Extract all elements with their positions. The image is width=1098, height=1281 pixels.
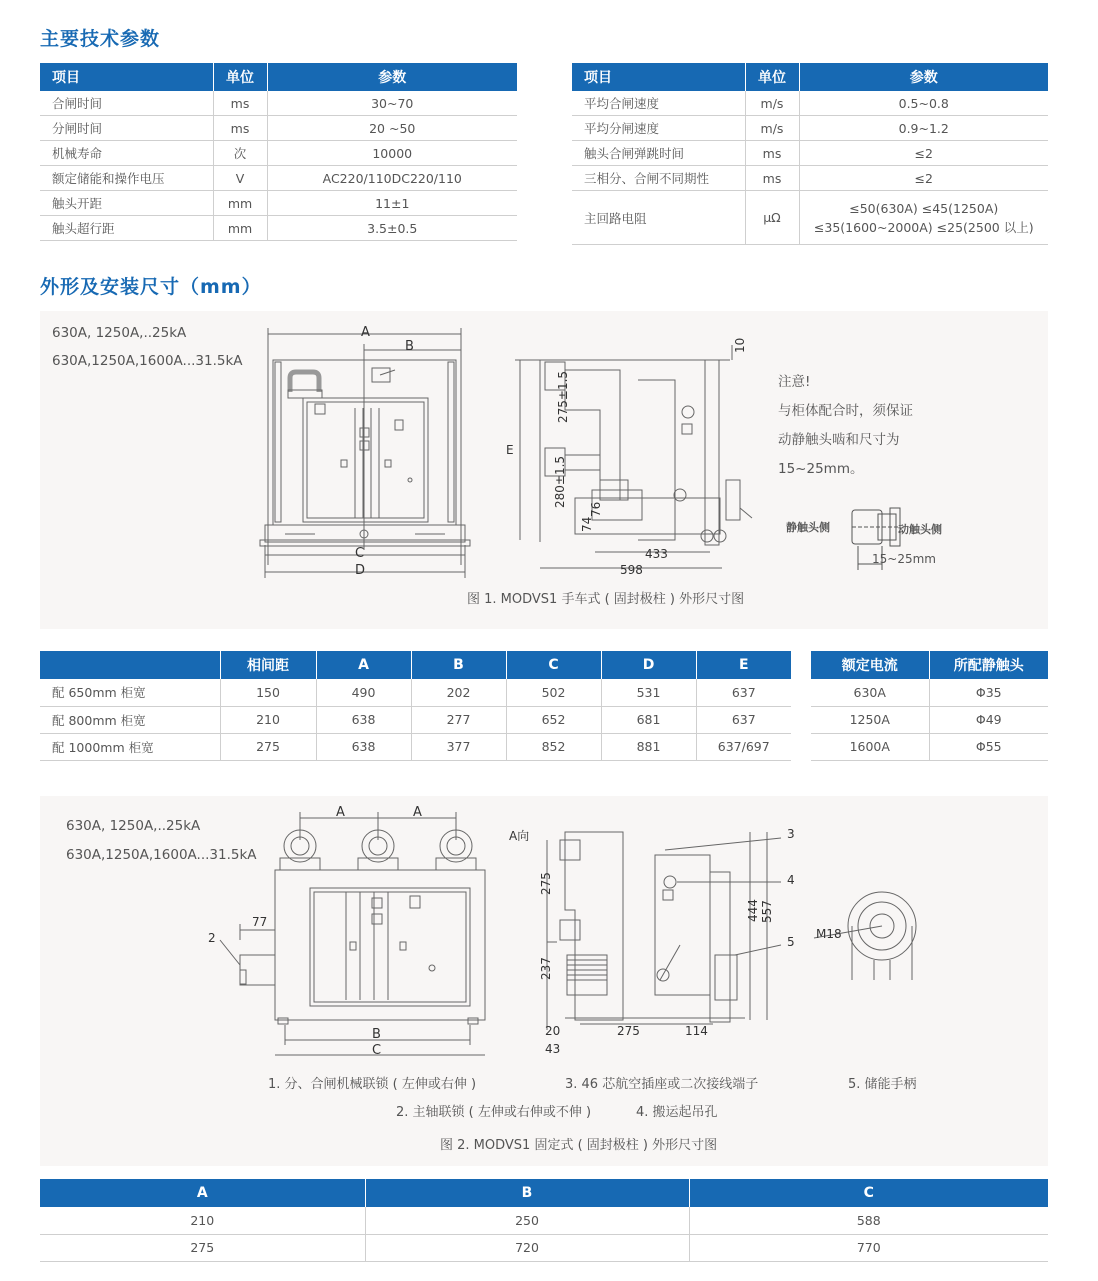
param-name: 分闸时间: [40, 116, 213, 141]
cell: Φ35: [929, 679, 1048, 706]
param-unit: ms: [213, 91, 267, 116]
fig2-caption: 图 2. MODVS1 固定式 ( 固封极柱 ) 外形尺寸图: [440, 1138, 718, 1153]
param-name: 触头开距: [40, 191, 213, 216]
dim-label-E: E: [506, 443, 514, 457]
cell: 1250A: [811, 706, 929, 733]
cell: 275: [40, 1234, 365, 1261]
dim-label-C: C: [355, 546, 365, 561]
col-header-static-contact: 所配静触头: [929, 651, 1048, 679]
table-row: [40, 191, 517, 216]
col-header-blank: [40, 651, 220, 679]
table-row: [40, 679, 791, 706]
cell: 1600A: [811, 733, 929, 760]
cell: 630A: [811, 679, 929, 706]
table-row: [40, 706, 791, 733]
param-name: 主回路电阻: [572, 191, 745, 245]
fig1-side-view-drawing: [500, 330, 755, 580]
param-unit: ms: [213, 116, 267, 141]
cell: 531: [601, 679, 696, 706]
cell: 638: [316, 733, 411, 760]
fig1-front-view-drawing: [255, 320, 480, 582]
param-name: 平均合闸速度: [572, 91, 745, 116]
callout-4: 4: [787, 873, 795, 887]
legend-item-1: 1. 分、合闸机械联锁 ( 左伸或右伸 ): [268, 1077, 477, 1092]
params-left-table: [40, 63, 517, 241]
col-header-unit: 单位: [213, 63, 267, 91]
table-row: [572, 191, 1048, 245]
param-value: 3.5±0.5: [267, 216, 517, 241]
param-value: ≤2: [799, 166, 1048, 191]
table-row: [40, 141, 517, 166]
col-header-A: A: [40, 1179, 365, 1207]
cabinet-width: 配 650mm 柜宽: [40, 679, 220, 706]
callout-3: 3: [787, 827, 795, 841]
cell: 638: [316, 706, 411, 733]
m18-thread-label: M18: [816, 927, 842, 941]
param-name: 平均分闸速度: [572, 116, 745, 141]
fig1-note-title: 注意!: [778, 374, 811, 390]
dim-label-77: 77: [252, 915, 268, 929]
dim-label-237: 237: [539, 957, 553, 980]
dim-label-A-1: A: [336, 805, 345, 820]
fig2-ratings-line-2: 630A,1250A,1600A...31.5kA: [66, 847, 257, 863]
param-value: AC220/110DC220/110: [267, 166, 517, 191]
table-row: [40, 1234, 1048, 1261]
dim-label-20: 20: [545, 1024, 561, 1038]
col-header-value: 参数: [267, 63, 517, 91]
col-header-item: 项目: [572, 63, 745, 91]
cell: 277: [411, 706, 506, 733]
dim-label-D: D: [355, 563, 366, 578]
cell: 637: [696, 679, 791, 706]
legend-item-2: 2. 主轴联锁 ( 左伸或右伸或不伸 ): [396, 1105, 592, 1120]
param-value: 10000: [267, 141, 517, 166]
cabinet-width: 配 800mm 柜宽: [40, 706, 220, 733]
cell: 881: [601, 733, 696, 760]
col-header-value: 参数: [799, 63, 1048, 91]
col-header-A: A: [316, 651, 411, 679]
col-header-unit: 单位: [745, 63, 799, 91]
dim-label-275: 275±1.5: [556, 370, 570, 423]
param-unit: ms: [745, 141, 799, 166]
cell: Φ49: [929, 706, 1048, 733]
callout-2: 2: [208, 931, 216, 945]
cell: 150: [220, 679, 316, 706]
moving-contact-side-label: 动触头侧: [898, 523, 942, 536]
static-contact-table: [811, 651, 1048, 761]
dim-label-444: 444: [746, 899, 760, 922]
dim-label-A-2: A: [413, 805, 422, 820]
legend-item-5: 5. 储能手柄: [848, 1077, 917, 1092]
cell: 652: [506, 706, 601, 733]
fig1-note-line-1: 与柜体配合时，须保证: [778, 403, 913, 419]
table-row: [40, 116, 517, 141]
table-row: [811, 706, 1048, 733]
cell: 202: [411, 679, 506, 706]
table-row: [811, 679, 1048, 706]
param-value: [799, 191, 1048, 245]
col-header-B: B: [365, 1179, 689, 1207]
param-value: 0.5~0.8: [799, 91, 1048, 116]
dim-label-B: B: [372, 1027, 381, 1042]
col-header-B: B: [411, 651, 506, 679]
param-name: 额定储能和操作电压: [40, 166, 213, 191]
legend-item-4: 4. 搬运起吊孔: [636, 1105, 718, 1120]
table-row: [572, 91, 1048, 116]
param-unit: ms: [745, 166, 799, 191]
param-unit: m/s: [745, 91, 799, 116]
cell: 852: [506, 733, 601, 760]
param-value: ≤2: [799, 141, 1048, 166]
cell: 275: [220, 733, 316, 760]
param-unit: m/s: [745, 116, 799, 141]
fig2-ratings-line-1: 630A, 1250A,..25kA: [66, 818, 201, 834]
params-section-title: 主要技术参数: [40, 28, 161, 50]
cell: 681: [601, 706, 696, 733]
col-header-E: E: [696, 651, 791, 679]
col-header-C: C: [506, 651, 601, 679]
params-right-table: [572, 63, 1048, 245]
dim-label-76: 76: [589, 501, 603, 517]
dim-label-B: B: [405, 339, 414, 354]
dim-label-114: 114: [685, 1024, 708, 1038]
cell: 250: [365, 1207, 689, 1234]
dim-label-598: 598: [620, 563, 643, 577]
dim-label-433: 433: [645, 547, 668, 561]
static-contact-side-label: 静触头侧: [786, 521, 830, 534]
col-header-rated-current: 额定电流: [811, 651, 929, 679]
col-header-item: 项目: [40, 63, 213, 91]
cell: Φ55: [929, 733, 1048, 760]
fig1-note-line-2: 动静触头啮和尺寸为: [778, 432, 900, 448]
cell: 377: [411, 733, 506, 760]
dim-label-C: C: [372, 1043, 382, 1058]
param-name: 触头超行距: [40, 216, 213, 241]
engagement-gap-label: 15~25mm: [872, 552, 936, 566]
table-row: [572, 116, 1048, 141]
table-row: [40, 166, 517, 191]
dim-label-275: 275: [539, 872, 553, 895]
param-unit: V: [213, 166, 267, 191]
param-name: 合闸时间: [40, 91, 213, 116]
table-row: [40, 1207, 1048, 1234]
fig2-m18-view-drawing: [812, 880, 932, 990]
fig2-side-view-drawing: [505, 820, 805, 1060]
cell: 637: [696, 706, 791, 733]
cell: 210: [220, 706, 316, 733]
dim-label-557: 557: [760, 900, 774, 923]
fig1-caption: 图 1. MODVS1 手车式 ( 固封极柱 ) 外形尺寸图: [467, 592, 745, 607]
cabinet-width: 配 1000mm 柜宽: [40, 733, 220, 760]
cell: 588: [689, 1207, 1048, 1234]
dim-label-74: 74: [580, 516, 594, 532]
dims-section-title: 外形及安装尺寸（mm）: [40, 276, 262, 298]
resistance-line-1: ≤50(630A) ≤45(1250A): [849, 200, 999, 216]
table-row: [572, 141, 1048, 166]
param-unit: μΩ: [745, 191, 799, 245]
cell: 210: [40, 1207, 365, 1234]
param-value: 30~70: [267, 91, 517, 116]
param-unit: 次: [213, 141, 267, 166]
table-row: [40, 733, 791, 760]
param-value: 20 ~50: [267, 116, 517, 141]
fig1-note-line-3: 15~25mm。: [778, 461, 864, 477]
param-name: 机械寿命: [40, 141, 213, 166]
callout-5: 5: [787, 935, 795, 949]
fig1-ratings-line-2: 630A,1250A,1600A...31.5kA: [52, 353, 243, 369]
dim-label-A: A: [361, 325, 370, 340]
resistance-line-2: ≤35(1600~2000A) ≤25(2500 以上): [813, 219, 1034, 235]
cell: 720: [365, 1234, 689, 1261]
view-direction-label: A向: [509, 829, 530, 843]
cell: 770: [689, 1234, 1048, 1261]
fig2-front-view-drawing: [200, 800, 500, 1062]
legend-item-3: 3. 46 芯航空插座或二次接线端子: [565, 1077, 759, 1092]
col-header-phase-spacing: 相间距: [220, 651, 316, 679]
dim-label-280: 280±1.5: [553, 455, 567, 508]
table-row: [40, 91, 517, 116]
param-unit: mm: [213, 191, 267, 216]
table-row: [811, 733, 1048, 760]
cell: 502: [506, 679, 601, 706]
param-value: 0.9~1.2: [799, 116, 1048, 141]
param-value: 11±1: [267, 191, 517, 216]
param-unit: mm: [213, 216, 267, 241]
dim-label-275b: 275: [617, 1024, 640, 1038]
dimension-table: [40, 651, 791, 761]
table-row: [40, 216, 517, 241]
fixed-type-dimension-table: [40, 1179, 1048, 1262]
dim-label-43: 43: [545, 1042, 561, 1056]
cell: 637/697: [696, 733, 791, 760]
param-name: 触头合闸弹跳时间: [572, 141, 745, 166]
param-name: 三相分、合闸不同期性: [572, 166, 745, 191]
cell: 490: [316, 679, 411, 706]
col-header-C: C: [689, 1179, 1048, 1207]
fig1-ratings-line-1: 630A, 1250A,..25kA: [52, 325, 187, 341]
table-row: [572, 166, 1048, 191]
col-header-D: D: [601, 651, 696, 679]
dim-label-10: 10: [733, 337, 747, 353]
